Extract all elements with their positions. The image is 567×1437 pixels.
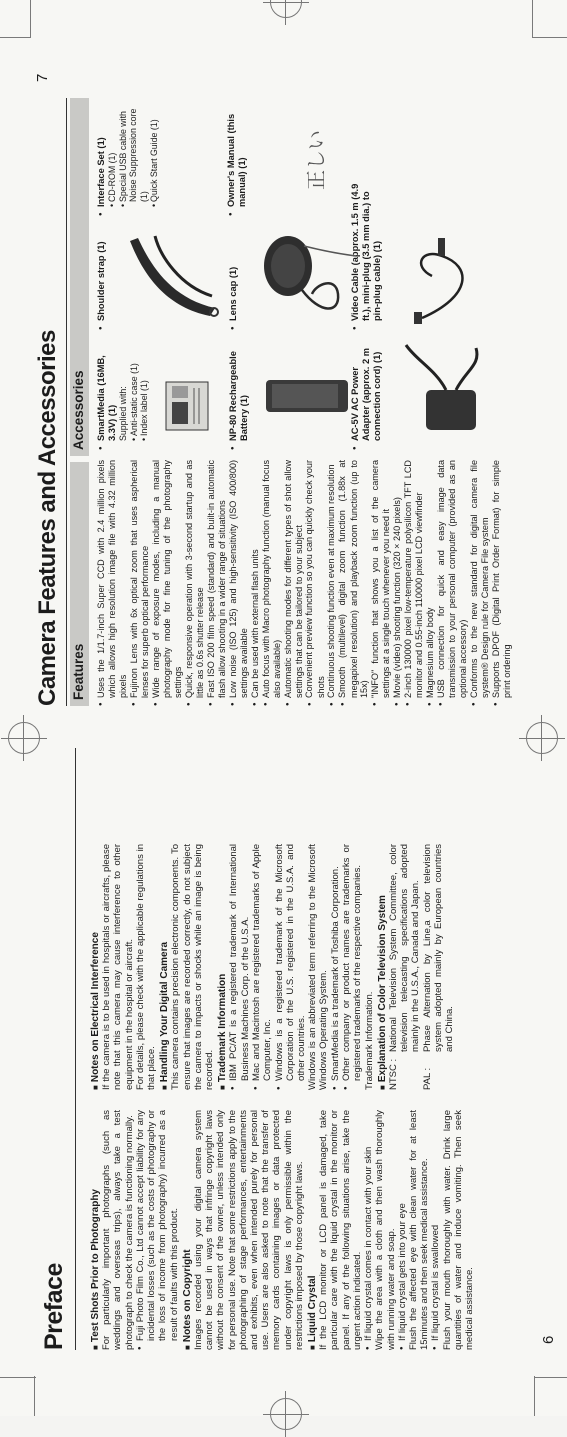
paragraph: For particularly important photographs (such as weddings and overseas trips), always take a test photograph to check the camera is functioning normally. <box>101 1110 135 1350</box>
feature-item: ● Convenient preview function so you can quickly check your shots <box>304 460 326 706</box>
crop-mark <box>30 0 31 38</box>
accessory-name: ● Video Cable (approx. 1.5 m (4.9 ft.), mini-plug (3.5 mm dia.) to pin-plug cable) (1) <box>350 180 384 330</box>
interface-item: • Quick Start Guide (1) <box>149 96 160 216</box>
crop-mark <box>534 1376 535 1416</box>
feature-item: ● Conforms to the new standard for digital camera file system® Design rule for Camera File system <box>469 460 491 706</box>
accessory-name: ● Lens cap (1) <box>228 222 239 330</box>
section-heading: ■ Handling Your Digital Camera <box>159 844 170 1090</box>
feature-item: ● Magnesium alloy body <box>425 460 436 706</box>
bullet-item: ● Windows is a registered trademark of the Microsoft Corporation of the U.S. registered in the U.S.A. and other countries. <box>274 844 308 1090</box>
tv-system-description: National Television System Committee, color television telecasting specifications adopted mainly in the U.S.A., Canada and Japan. <box>387 844 422 1052</box>
paragraph: Images recorded using your digital camera system cannot be used in ways that infringe copyright laws without the consent of the owner, unless intended only for personal use. Note that some restrictions apply to the photographing of stage performances, entertainments and exhibits, even when intended purely for personal use. Users are also asked to note that the transfer of memory cards containing images or data protected under copyright laws is only permissible within the restrictions imposed by those copyright laws. <box>192 1110 305 1350</box>
crop-mark <box>534 1377 567 1378</box>
paragraph: Flush your mouth thoroughly with water. Drink large quantities of water and induce vomiting. Then seek medical assistance. <box>441 1110 476 1350</box>
accessory-battery <box>228 338 250 450</box>
smartmedia-card-image <box>160 376 215 436</box>
accessory-name: ● Shoulder strap (1) <box>96 222 107 330</box>
feature-item: ● 2-inch 130000 pixel low-temperature polysilicon TFT LCD monitor and 0.55-inch 110000 pixel LCD viewfinder <box>403 460 425 706</box>
page-title: Camera Features and Accessories <box>34 330 61 706</box>
bullet-item: ● SmartMedia is a trademark of Toshiba Corporation. <box>330 844 341 1090</box>
feature-item: ● Can be used with external flash units <box>250 460 261 706</box>
crop-mark <box>0 37 30 38</box>
bullet-item: ● If liquid crystal is swallowed <box>430 1110 441 1350</box>
page-title: Preface <box>40 1263 68 1350</box>
bullet-item: ● If liquid crystal comes in contact with your skin <box>363 1110 374 1350</box>
feature-item: ● Auto focus with Macro photography function (manual focus also available) <box>261 460 283 706</box>
feature-item: ● Automatic shooting modes for different types of shot allow settings that can be tailored to your subject <box>283 460 305 706</box>
paragraph: Trademark Information. <box>363 991 375 1090</box>
title-rule <box>66 98 67 706</box>
paragraph: Windows is an abbreviated term referring to the Microsoft Windows Operating System. <box>307 844 330 1090</box>
crop-mark <box>532 0 533 38</box>
accessory-name: ● NP-80 Rechargeable Battery (1) <box>228 338 250 450</box>
feature-item: ● "INFO" function that shows you a list of the camera settings at a single touch whenever you need it <box>370 460 392 706</box>
handwritten-stroke <box>300 234 360 264</box>
feature-item: ● USB connection for quick and easy image data transmission to your personal computer (provided as an optional accessory) <box>436 460 469 706</box>
feature-item: ● Low noise (ISO 125) and high-sensitivity (ISO 400/800) settings available <box>228 460 250 706</box>
accessory-name: ● Owner's Manual (this manual) (1) <box>226 106 248 216</box>
accessory-lens-cap <box>228 222 239 330</box>
feature-item: ● Supports DPOF (Digital Print Order Format) for simple print ordering <box>491 460 513 706</box>
accessory-name: ● SmartMedia (16MB, 3.3V) (1) <box>96 338 118 450</box>
shoulder-strap-image <box>120 231 225 326</box>
paragraph: If the LCD monitor or LCD panel is damaged, take particular care with the liquid crystal in the monitor or panel. If any of the following situations arise, take the urgent action indicated. <box>318 1110 363 1350</box>
feature-item: ● Fujinon Lens with 6x optical zoom that uses aspherical lenses for superb optical performance <box>129 460 151 706</box>
handwritten-note: 正しい <box>304 130 328 190</box>
interface-item: • Special USB cable with Noise Suppression core (1) <box>118 96 150 216</box>
registration-mark <box>270 0 302 18</box>
feature-item: ● Smooth (multilevel) digital zoom function (1.88x at megapixel resolution) and playback zoom function (up to 15x) <box>337 460 370 706</box>
supplied-item: • Index label (1) <box>139 338 150 450</box>
supplied-with-label: Supplied with: <box>118 386 129 441</box>
accessories-heading: Accessories <box>71 370 86 450</box>
bullet-item: ● IBM PC/AT is a registered trademark of International Business Machines Corp. of the U.S.A. <box>228 844 251 1090</box>
bullet-item: ● Other company or product names are trademarks or registered trademarks of the respective companies. <box>341 844 364 1090</box>
supplied-item: • Anti-static case (1) <box>129 338 140 450</box>
bullet-item: ● If liquid crystal gets into your eye <box>397 1110 408 1350</box>
page-number: 7 <box>34 73 51 82</box>
video-cable-image <box>402 231 482 326</box>
section-heading: ■ Notes on Electrical Interference <box>90 844 101 1090</box>
feature-item: ● Continuous shooting function even at maximum resolution <box>326 460 337 706</box>
section-heading: ■ Notes on Copyright <box>182 1110 193 1350</box>
accessory-interface-set <box>96 96 160 216</box>
tv-system-code: NTSC : <box>387 1058 399 1090</box>
feature-item: ● Movie (video) shooting function (320 × 240 pixels) <box>392 460 403 706</box>
ac-adapter-image <box>396 340 486 440</box>
accessory-owners-manual <box>226 106 248 216</box>
accessories-heading-bar <box>70 98 89 456</box>
tv-system-row <box>388 844 422 1090</box>
paragraph: This camera contains precision electronic components. To ensure that images are recorded correctly, do not subject the camera to impacts or shocks while an image is being recorded. <box>170 844 216 1090</box>
tv-system-description: Phase Alternation by Line,a color television system adopted mainly by European countries and China. <box>421 844 455 1052</box>
crop-mark <box>34 1376 35 1416</box>
section-heading: ■ Liquid Crystal <box>307 1110 318 1350</box>
interface-item: • CD-ROM (1) <box>107 96 118 216</box>
feature-item: ● Uses the 1/1.7-inch Super CCD with 2.4 million pixels which allows high resolution image file with 4.32 million pixels <box>96 460 129 706</box>
tv-system-row <box>422 844 456 1090</box>
bullet-item: ● Fuji Photo Film Co., Ltd cannot accept liability for any incidental losses (such as the costs of photography or the loss of income from photography) incurred as a result of faults with this product. <box>135 1110 180 1350</box>
title-rule <box>75 748 76 1350</box>
features-heading: Features <box>71 643 86 700</box>
preface-column-1 <box>88 1110 475 1350</box>
features-list <box>96 460 513 706</box>
paragraph: If the camera is to be used in hospitals or aircrafts, please note that this camera may cause interference to other equipment in the hospital or aircraft. <box>101 844 135 1090</box>
accessory-ac-adapter <box>350 332 384 450</box>
tv-system-code: PAL : <box>421 1067 433 1090</box>
accessory-name: ● Interface Set (1) <box>96 96 107 216</box>
features-heading-bar <box>70 462 89 706</box>
registration-mark <box>270 1398 302 1430</box>
registration-mark <box>8 722 40 754</box>
page-number: 6 <box>540 1335 557 1344</box>
feature-item: ● Quick, responsive operation with 3-second startup and as little as 0.6s shutter release <box>184 460 206 706</box>
crop-mark <box>0 1377 36 1378</box>
section-heading: ■ Test Shots Prior to Photography <box>90 1110 101 1350</box>
feature-item: ● Wide range of exposure modes, including a manual photography mode for fine tuning of the photography settings <box>151 460 184 706</box>
battery-image <box>262 366 352 426</box>
paragraph: Wipe the area with a cloth and then wash thoroughly with running water and soap. <box>374 1110 397 1350</box>
section-heading: ■ Explanation of Color Television System <box>377 844 388 1090</box>
paragraph: Flush the affected eye with clean water for at least 15minutes and then seek medical assistance. <box>408 1110 431 1350</box>
accessory-smartmedia <box>96 338 150 450</box>
section-heading: ■ Trademark Information <box>217 844 228 1090</box>
preface-column-2 <box>88 844 455 1090</box>
accessory-strap <box>96 222 107 330</box>
paragraph: For details, please check with the applicable regulations in that place. <box>134 844 158 1090</box>
registration-mark <box>526 722 558 754</box>
accessory-name: ● AC-5V AC Power Adapter (approx. 2 m connection cord) (1) <box>350 332 384 450</box>
bullet-item: ● Mac and Macintosh are registered trademarks of Apple Computer, Inc. <box>251 844 274 1090</box>
feature-item: ● Fast ISO 200 film speed (standard) and built-in automatic flash allow shooting in a wider range of situations <box>206 460 228 706</box>
crop-mark <box>532 37 567 38</box>
